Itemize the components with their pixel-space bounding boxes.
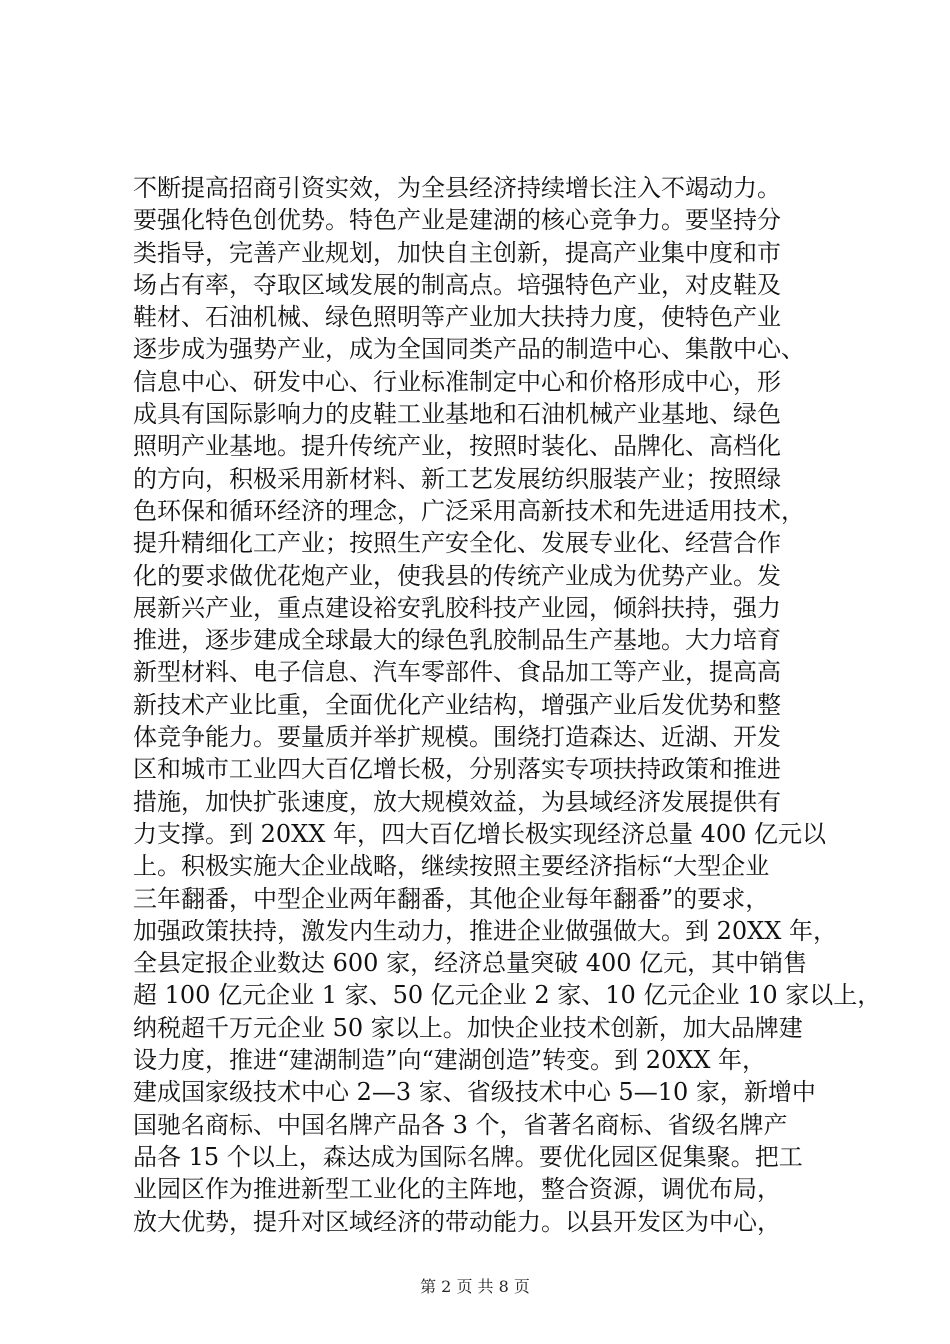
text-line: 成具有国际影响力的皮鞋工业基地和石油机械产业基地、绿色 [133,400,781,429]
page-footer [0,1274,950,1297]
body-text [133,172,882,1238]
text-line: 业园区作为推进新型工业化的主阵地，整合资源，调优布局， [133,1175,781,1204]
text-line: 纳税超千万元企业 50 家以上。加快企业技术创新，加大品牌建 [133,1013,803,1042]
text-line: 超 100 亿元企业 1 家、50 亿元企业 2 家、10 亿元企业 10 家以上， [133,981,882,1010]
text-line: 国驰名商标、中国名牌产品各 3 个，省著名商标、省级名牌产 [133,1110,788,1139]
text-line: 推进，逐步建成全球最大的绿色乳胶制品生产基地。大力培育 [133,626,781,655]
text-line: 放大优势，提升对区域经济的带动能力。以县开发区为中心， [133,1207,781,1236]
text-line: 色环保和循环经济的理念，广泛采用高新技术和先进适用技术， [133,496,805,525]
text-line: 设力度，推进“建湖制造”向“建湖创造”转变。到 20XX 年， [133,1046,767,1075]
text-line: 展新兴产业，重点建设裕安乳胶科技产业园，倾斜扶持，强力 [133,593,781,622]
text-line: 新型材料、电子信息、汽车零部件、食品加工等产业，提高高 [133,658,781,687]
text-line: 上。积极实施大企业战略，继续按照主要经济指标“大型企业 [133,852,770,881]
text-line: 信息中心、研发中心、行业标准制定中心和价格形成中心，形 [133,367,781,396]
text-line: 的方向，积极采用新材料、新工艺发展纺织服装产业；按照绿 [133,464,781,493]
text-line: 照明产业基地。提升传统产业，按照时装化、品牌化、高档化 [133,432,781,461]
text-line: 逐步成为强势产业，成为全国同类产品的制造中心、集散中心、 [133,335,805,364]
text-line: 化的要求做优花炮产业，使我县的传统产业成为优势产业。发 [133,561,781,590]
text-line: 新技术产业比重，全面优化产业结构，增强产业后发优势和整 [133,690,781,719]
text-line: 品各 15 个以上，森达成为国际名牌。要优化园区促集聚。把工 [133,1142,803,1171]
text-line: 加强政策扶持，激发内生动力，推进企业做强做大。到 20XX 年， [133,916,837,945]
text-line: 区和城市工业四大百亿增长极，分别落实专项扶持政策和推进 [133,755,781,784]
text-line: 体竞争能力。要量质并举扩规模。围绕打造森达、近湖、开发 [133,723,781,752]
text-line: 不断提高招商引资实效，为全县经济持续增长注入不竭动力。 [133,174,781,202]
text-line: 类指导，完善产业规划，加快自主创新，提高产业集中度和市 [133,238,781,267]
text-line: 力支撑。到 20XX 年，四大百亿增长极实现经济总量 400 亿元以 [133,819,827,848]
text-line: 鞋材、石油机械、绿色照明等产业加大扶持力度，使特色产业 [133,303,781,332]
text-line: 全县定报企业数达 600 家，经济总量突破 400 亿元，其中销售 [133,949,808,978]
text-line: 三年翻番，中型企业两年翻番，其他企业每年翻番”的要求， [133,884,770,913]
text-line: 建成国家级技术中心 2—3 家、省级技术中心 5—10 家，新增中 [133,1078,816,1107]
page-number: 第 2 页 共 8 页 [420,1277,530,1296]
text-line: 提升精细化工产业；按照生产安全化、发展专业化、经营合作 [133,529,781,558]
text-line: 要强化特色创优势。特色产业是建湖的核心竞争力。要坚持分 [133,206,781,235]
text-line: 场占有率，夺取区域发展的制高点。培强特色产业，对皮鞋及 [133,270,781,299]
text-line: 措施，加快扩张速度，放大规模效益，为县域经济发展提供有 [133,787,781,816]
